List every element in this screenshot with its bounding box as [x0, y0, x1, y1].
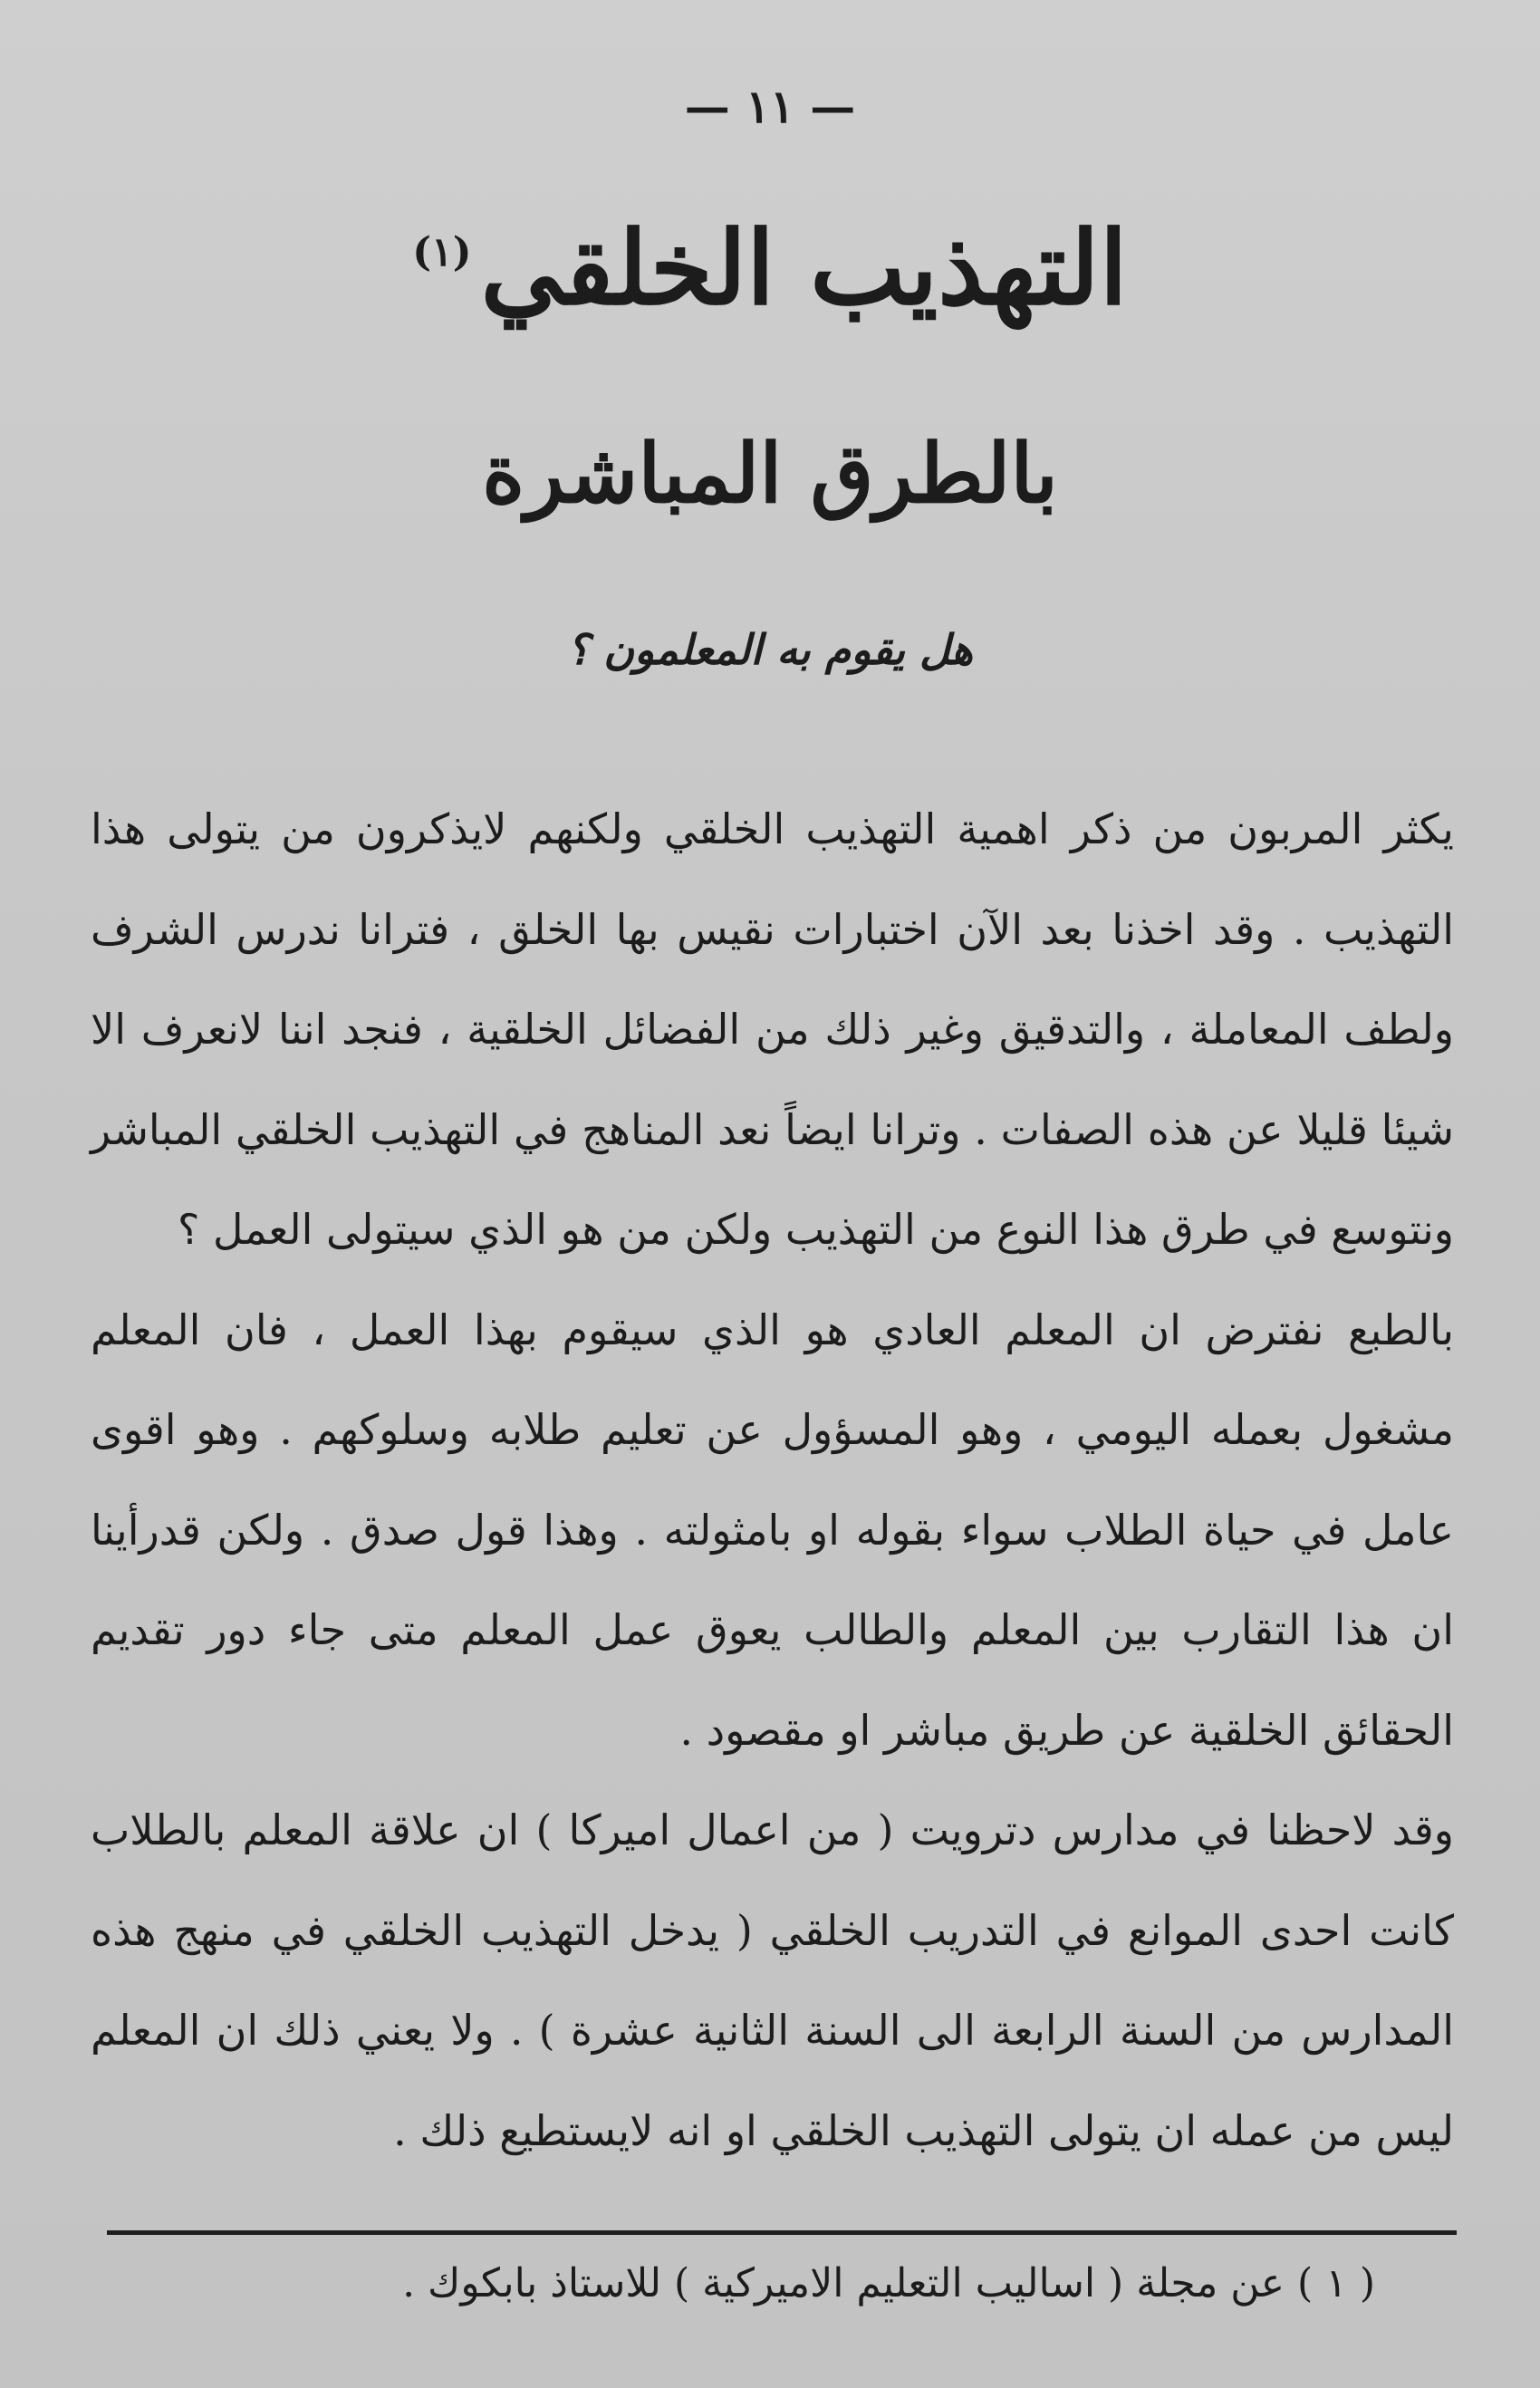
footnote: ( ١ ) عن مجلة ( اساليب التعليم الاميركية ) للاستاذ بابكوك . — [402, 2260, 1375, 2306]
paragraph-3: وقد لاحظنا في مدارس دترويت ( من اعمال اميركا ) ان علاقة المعلم بالطلاب كانت احدى الموانع في التدريب الخلقي ( يدخل التهذيب الخلقي في منهج هذه المدارس من السنة الرابعة الى السنة الثانية عشرة ) . ولا يعني ذلك ان المعلم ليس من عمله ان يتولى التهذيب الخلقي او انه لايستطيع ذلك . — [91, 1805, 1454, 2155]
page-number: — ١١ — — [684, 80, 856, 133]
title-text: التهذيب الخلقي — [480, 209, 1128, 328]
paragraph-2: بالطبع نفترض ان المعلم العادي هو الذي سيقوم بهذا العمل ، فان المعلم مشغول بعمله اليومي ، وهو المسؤول عن تعليم طلابه وسلوكهم . وهو اقوى عامل في حياة الطلاب سواء بقوله او بامثولته . وهذا قول صدق . ولكن قدرأينا ان هذا التقارب بين المعلم والطالب يعوق عمل المعلم متى جاء دور تقديم الحقائق الخلقية عن طريق مباشر او مقصود . — [91, 1305, 1454, 1755]
section-question: هل يقوم به المعلمون ؟ — [566, 625, 974, 674]
body-text — [91, 779, 1454, 2181]
footnote-divider — [107, 2230, 1457, 2235]
page-subtitle: بالطرق المباشرة — [482, 426, 1058, 522]
page-title — [0, 209, 1540, 328]
paragraph-1: يكثر المربون من ذكر اهمية التهذيب الخلقي ولكنهم لايذكرون من يتولى هذا التهذيب . وقد اخذنا بعد الآن اختبارات نقيس بها الخلق ، فترانا ندرس الشرف ولطف المعاملة ، والتدقيق وغير ذلك من الفضائل الخلقية ، فنجد اننا لانعرف الا شيئا قليلا عن هذه الصفات . وترانا ايضاً نعد المناهج في التهذيب الخلقي المباشر ونتوسع في طرق هذا النوع من التهذيب ولكن من هو الذي سيتولى العمل ؟ — [91, 804, 1455, 1254]
title-footnote-marker: (١) — [412, 229, 472, 275]
